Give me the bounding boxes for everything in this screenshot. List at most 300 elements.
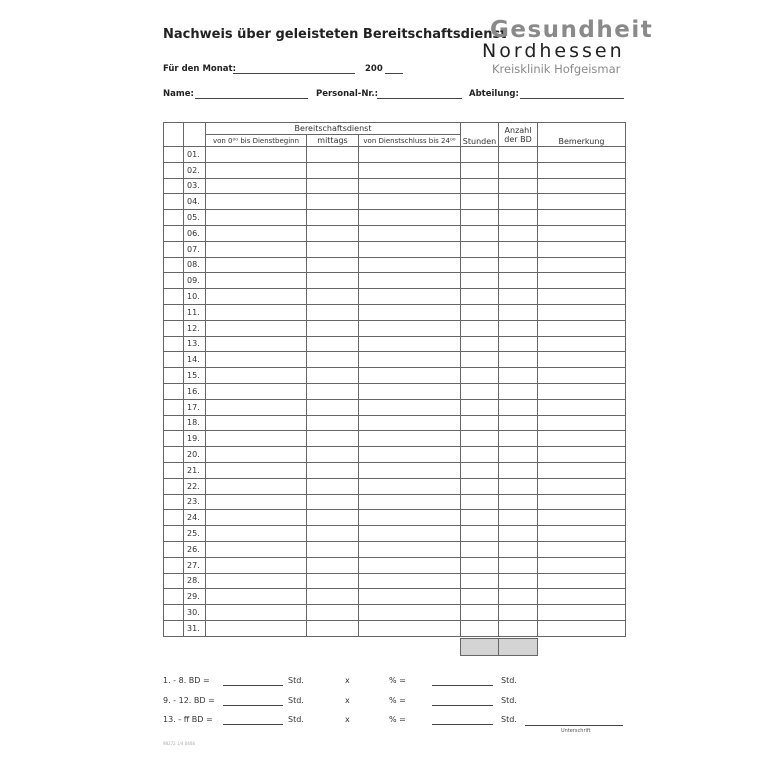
entry-cell[interactable] — [538, 541, 626, 557]
entry-cell[interactable] — [538, 368, 626, 384]
entry-cell[interactable] — [307, 273, 359, 289]
entry-cell[interactable] — [164, 147, 184, 163]
entry-cell[interactable] — [499, 178, 538, 194]
entry-cell[interactable] — [461, 526, 499, 542]
entry-cell[interactable] — [206, 447, 307, 463]
entry-cell[interactable] — [164, 352, 184, 368]
entry-cell[interactable] — [359, 368, 461, 384]
entry-cell[interactable] — [164, 399, 184, 415]
entry-cell[interactable] — [538, 620, 626, 636]
entry-cell[interactable] — [538, 494, 626, 510]
entry-cell[interactable] — [359, 383, 461, 399]
entry-cell[interactable] — [307, 147, 359, 163]
entry-cell[interactable] — [499, 225, 538, 241]
entry-cell[interactable] — [499, 399, 538, 415]
entry-cell[interactable] — [359, 526, 461, 542]
entry-cell[interactable] — [307, 194, 359, 210]
entry-cell[interactable] — [499, 415, 538, 431]
entry-cell[interactable] — [307, 257, 359, 273]
entry-cell[interactable] — [538, 257, 626, 273]
entry-cell[interactable] — [164, 289, 184, 305]
table-row — [164, 162, 626, 178]
entry-cell[interactable] — [538, 320, 626, 336]
entry-cell[interactable] — [206, 320, 307, 336]
name-field[interactable] — [195, 98, 308, 99]
entry-cell[interactable] — [461, 383, 499, 399]
personal-nr-field[interactable] — [377, 98, 462, 99]
table-row — [164, 273, 626, 289]
entry-cell[interactable] — [461, 462, 499, 478]
entry-cell[interactable] — [359, 510, 461, 526]
entry-cell[interactable] — [359, 494, 461, 510]
entry-cell[interactable] — [538, 194, 626, 210]
entry-cell[interactable] — [307, 289, 359, 305]
entry-cell[interactable] — [307, 541, 359, 557]
entry-cell[interactable] — [538, 147, 626, 163]
department-label: Abteilung: — [469, 89, 519, 99]
table-row — [164, 399, 626, 415]
table-row — [164, 510, 626, 526]
entry-cell[interactable] — [206, 225, 307, 241]
percent-label: % = — [389, 676, 406, 685]
entry-cell[interactable] — [538, 210, 626, 226]
entry-cell[interactable] — [164, 447, 184, 463]
entry-cell[interactable] — [461, 194, 499, 210]
entry-cell[interactable] — [307, 178, 359, 194]
entry-cell[interactable] — [206, 352, 307, 368]
entry-cell[interactable] — [206, 494, 307, 510]
entry-cell[interactable] — [538, 241, 626, 257]
entry-cell[interactable] — [307, 431, 359, 447]
entry-cell[interactable] — [499, 620, 538, 636]
header-sub-morning: von 0⁰⁰ bis Dienstbeginn — [206, 135, 307, 147]
entry-cell[interactable] — [164, 431, 184, 447]
month-field[interactable] — [233, 73, 355, 74]
entry-cell[interactable] — [461, 589, 499, 605]
entry-cell[interactable] — [206, 620, 307, 636]
entry-cell[interactable] — [461, 273, 499, 289]
header-anzahl: Anzahl der BD — [499, 123, 538, 147]
day-label: 27. — [184, 557, 206, 573]
entry-cell[interactable] — [499, 478, 538, 494]
entry-cell[interactable] — [206, 399, 307, 415]
entry-cell[interactable] — [461, 178, 499, 194]
entry-cell[interactable] — [499, 431, 538, 447]
entry-cell[interactable] — [538, 431, 626, 447]
entry-cell[interactable] — [164, 257, 184, 273]
table-row — [164, 620, 626, 636]
entry-cell[interactable] — [307, 383, 359, 399]
entry-cell[interactable] — [206, 241, 307, 257]
entry-cell[interactable] — [499, 605, 538, 621]
entry-cell[interactable] — [499, 289, 538, 305]
entry-cell[interactable] — [206, 194, 307, 210]
entry-cell[interactable] — [499, 573, 538, 589]
stunden-total-cell[interactable] — [460, 638, 499, 656]
header-sub-midday: mittags — [307, 135, 359, 147]
entry-cell[interactable] — [206, 573, 307, 589]
entry-cell[interactable] — [164, 273, 184, 289]
entry-cell[interactable] — [499, 383, 538, 399]
entry-cell[interactable] — [499, 147, 538, 163]
table-row — [164, 494, 626, 510]
entry-cell[interactable] — [164, 605, 184, 621]
table-row — [164, 573, 626, 589]
entry-cell[interactable] — [538, 289, 626, 305]
anzahl-total-cell[interactable] — [498, 638, 538, 656]
entry-cell[interactable] — [499, 541, 538, 557]
entry-cell[interactable] — [499, 320, 538, 336]
entry-cell[interactable] — [461, 241, 499, 257]
entry-cell[interactable] — [461, 210, 499, 226]
entry-cell[interactable] — [206, 162, 307, 178]
day-label: 31. — [184, 620, 206, 636]
entry-cell[interactable] — [206, 368, 307, 384]
entry-cell[interactable] — [461, 289, 499, 305]
day-label: 14. — [184, 352, 206, 368]
entry-cell[interactable] — [164, 526, 184, 542]
result-field[interactable] — [432, 685, 493, 686]
entry-cell[interactable] — [461, 478, 499, 494]
table-row — [164, 257, 626, 273]
header-bereitschaftsdienst: Bereitschaftsdienst — [206, 123, 461, 135]
entry-cell[interactable] — [206, 478, 307, 494]
result-field[interactable] — [432, 724, 493, 725]
range-label: 9. - 12. BD = — [163, 695, 215, 705]
entry-cell[interactable] — [359, 478, 461, 494]
entry-cell[interactable] — [164, 178, 184, 194]
day-label: 24. — [184, 510, 206, 526]
entry-cell[interactable] — [359, 194, 461, 210]
entry-cell[interactable] — [206, 210, 307, 226]
entry-cell[interactable] — [359, 399, 461, 415]
entry-cell[interactable] — [164, 336, 184, 352]
entry-cell[interactable] — [461, 320, 499, 336]
year-field[interactable] — [385, 73, 403, 74]
entry-cell[interactable] — [359, 289, 461, 305]
entry-cell[interactable] — [359, 210, 461, 226]
result-field[interactable] — [432, 705, 493, 706]
table-row — [164, 415, 626, 431]
entry-cell[interactable] — [461, 605, 499, 621]
entry-cell[interactable] — [359, 447, 461, 463]
day-label: 04. — [184, 194, 206, 210]
entry-cell[interactable] — [461, 399, 499, 415]
entry-cell[interactable] — [307, 605, 359, 621]
entry-cell[interactable] — [206, 383, 307, 399]
entry-cell[interactable] — [499, 589, 538, 605]
day-label: 22. — [184, 478, 206, 494]
entry-cell[interactable] — [359, 589, 461, 605]
entry-cell[interactable] — [206, 431, 307, 447]
entry-cell[interactable] — [206, 147, 307, 163]
form-code: 98272 1/4 0408 — [163, 741, 195, 746]
entry-cell[interactable] — [164, 383, 184, 399]
header-stunden: Stunden — [461, 123, 499, 147]
entry-cell[interactable] — [461, 510, 499, 526]
entry-cell[interactable] — [307, 589, 359, 605]
table-row — [164, 210, 626, 226]
day-label: 18. — [184, 415, 206, 431]
entry-cell[interactable] — [307, 304, 359, 320]
range-label: 13. - ff BD = — [163, 715, 213, 724]
entry-cell[interactable] — [206, 273, 307, 289]
entry-cell[interactable] — [164, 241, 184, 257]
entry-cell[interactable] — [461, 336, 499, 352]
table-row — [164, 194, 626, 210]
entry-cell[interactable] — [307, 225, 359, 241]
entry-cell[interactable] — [499, 304, 538, 320]
table-row — [164, 557, 626, 573]
entry-cell[interactable] — [164, 510, 184, 526]
day-label: 05. — [184, 210, 206, 226]
entry-cell[interactable] — [359, 147, 461, 163]
entry-cell[interactable] — [499, 336, 538, 352]
percent-label: % = — [389, 715, 406, 724]
entry-cell[interactable] — [461, 352, 499, 368]
range-label: 1. - 8. BD = — [163, 676, 210, 685]
table-row — [164, 541, 626, 557]
entry-cell[interactable] — [359, 541, 461, 557]
day-label: 29. — [184, 589, 206, 605]
day-label: 07. — [184, 241, 206, 257]
entry-cell[interactable] — [461, 147, 499, 163]
table-row — [164, 431, 626, 447]
entry-cell[interactable] — [206, 605, 307, 621]
entry-cell[interactable] — [206, 526, 307, 542]
entry-cell[interactable] — [359, 573, 461, 589]
entry-cell[interactable] — [538, 383, 626, 399]
entry-cell[interactable] — [307, 462, 359, 478]
table-row — [164, 462, 626, 478]
table-row — [164, 447, 626, 463]
entry-cell[interactable] — [499, 368, 538, 384]
personal-nr-label: Personal-Nr.: — [316, 89, 379, 99]
hours-field[interactable] — [223, 705, 283, 706]
logo-line2: Nordhessen — [482, 40, 625, 62]
entry-cell[interactable] — [307, 510, 359, 526]
entry-cell[interactable] — [164, 620, 184, 636]
entry-cell[interactable] — [359, 225, 461, 241]
entry-cell[interactable] — [499, 257, 538, 273]
entry-cell[interactable] — [359, 241, 461, 257]
entry-cell[interactable] — [206, 415, 307, 431]
entry-cell[interactable] — [307, 368, 359, 384]
entry-cell[interactable] — [461, 447, 499, 463]
entry-cell[interactable] — [206, 541, 307, 557]
entry-cell[interactable] — [538, 162, 626, 178]
entry-cell[interactable] — [206, 510, 307, 526]
table-row — [164, 336, 626, 352]
entry-cell[interactable] — [461, 225, 499, 241]
entry-cell[interactable] — [164, 368, 184, 384]
entry-cell[interactable] — [307, 399, 359, 415]
entry-cell[interactable] — [538, 399, 626, 415]
entry-cell[interactable] — [164, 194, 184, 210]
table-row — [164, 526, 626, 542]
entry-cell[interactable] — [499, 526, 538, 542]
entry-cell[interactable] — [307, 557, 359, 573]
logo-line3: Kreisklinik Hofgeismar — [492, 62, 621, 76]
entry-cell[interactable] — [359, 178, 461, 194]
entry-cell[interactable] — [164, 589, 184, 605]
entry-cell[interactable] — [307, 573, 359, 589]
entry-cell[interactable] — [359, 462, 461, 478]
table-row — [164, 320, 626, 336]
std-label: Std. — [288, 715, 304, 724]
entry-cell[interactable] — [461, 573, 499, 589]
entry-cell[interactable] — [206, 589, 307, 605]
department-field[interactable] — [520, 98, 624, 99]
table-row — [164, 368, 626, 384]
entry-cell[interactable] — [359, 336, 461, 352]
hours-field[interactable] — [223, 724, 283, 725]
entry-cell[interactable] — [359, 162, 461, 178]
entry-cell[interactable] — [164, 415, 184, 431]
entry-cell[interactable] — [307, 336, 359, 352]
entry-cell[interactable] — [499, 510, 538, 526]
table-row — [164, 589, 626, 605]
day-label: 06. — [184, 225, 206, 241]
entry-cell[interactable] — [307, 415, 359, 431]
entry-cell[interactable] — [499, 273, 538, 289]
duty-table — [163, 122, 626, 637]
signature-line[interactable] — [525, 725, 623, 726]
day-label: 02. — [184, 162, 206, 178]
entry-cell[interactable] — [538, 415, 626, 431]
entry-cell[interactable] — [164, 304, 184, 320]
day-label: 19. — [184, 431, 206, 447]
entry-cell[interactable] — [164, 573, 184, 589]
entry-cell[interactable] — [307, 526, 359, 542]
entry-cell[interactable] — [499, 194, 538, 210]
entry-cell[interactable] — [461, 304, 499, 320]
entry-cell[interactable] — [164, 494, 184, 510]
entry-cell[interactable] — [538, 304, 626, 320]
entry-cell[interactable] — [538, 557, 626, 573]
entry-cell[interactable] — [307, 320, 359, 336]
entry-cell[interactable] — [164, 462, 184, 478]
entry-cell[interactable] — [164, 225, 184, 241]
day-label: 15. — [184, 368, 206, 384]
entry-cell[interactable] — [461, 557, 499, 573]
entry-cell[interactable] — [538, 447, 626, 463]
entry-cell[interactable] — [461, 162, 499, 178]
entry-cell[interactable] — [461, 431, 499, 447]
entry-cell[interactable] — [359, 557, 461, 573]
entry-cell[interactable] — [538, 510, 626, 526]
entry-cell[interactable] — [499, 162, 538, 178]
entry-cell[interactable] — [164, 541, 184, 557]
entry-cell[interactable] — [206, 462, 307, 478]
day-label: 10. — [184, 289, 206, 305]
entry-cell[interactable] — [538, 573, 626, 589]
entry-cell[interactable] — [499, 462, 538, 478]
entry-cell[interactable] — [538, 225, 626, 241]
times-label: x — [345, 715, 350, 724]
entry-cell[interactable] — [538, 589, 626, 605]
entry-cell[interactable] — [499, 210, 538, 226]
entry-cell[interactable] — [359, 352, 461, 368]
entry-cell[interactable] — [538, 178, 626, 194]
entry-cell[interactable] — [359, 605, 461, 621]
entry-cell[interactable] — [359, 304, 461, 320]
entry-cell[interactable] — [307, 210, 359, 226]
entry-cell[interactable] — [359, 257, 461, 273]
entry-cell[interactable] — [206, 304, 307, 320]
entry-cell[interactable] — [359, 320, 461, 336]
entry-cell[interactable] — [359, 415, 461, 431]
entry-cell[interactable] — [359, 273, 461, 289]
entry-cell[interactable] — [164, 162, 184, 178]
entry-cell[interactable] — [499, 557, 538, 573]
entry-cell[interactable] — [164, 210, 184, 226]
entry-cell[interactable] — [538, 273, 626, 289]
percent-label: % = — [389, 695, 406, 705]
day-label: 13. — [184, 336, 206, 352]
entry-cell[interactable] — [359, 620, 461, 636]
entry-cell[interactable] — [307, 241, 359, 257]
entry-cell[interactable] — [307, 162, 359, 178]
day-label: 16. — [184, 383, 206, 399]
table-row — [164, 147, 626, 163]
entry-cell[interactable] — [359, 431, 461, 447]
entry-cell[interactable] — [538, 478, 626, 494]
entry-cell[interactable] — [538, 605, 626, 621]
table-row — [164, 289, 626, 305]
day-label: 09. — [184, 273, 206, 289]
entry-cell[interactable] — [307, 352, 359, 368]
entry-cell[interactable] — [538, 526, 626, 542]
day-label: 12. — [184, 320, 206, 336]
entry-cell[interactable] — [206, 557, 307, 573]
entry-cell[interactable] — [538, 352, 626, 368]
entry-cell[interactable] — [461, 494, 499, 510]
day-label: 08. — [184, 257, 206, 273]
table-row — [164, 478, 626, 494]
entry-cell[interactable] — [461, 620, 499, 636]
entry-cell[interactable] — [206, 336, 307, 352]
entry-cell[interactable] — [461, 541, 499, 557]
entry-cell[interactable] — [538, 336, 626, 352]
entry-cell[interactable] — [307, 620, 359, 636]
std-result-label: Std. — [501, 676, 517, 685]
entry-cell[interactable] — [164, 320, 184, 336]
std-label: Std. — [288, 676, 304, 685]
entry-cell[interactable] — [164, 557, 184, 573]
entry-cell[interactable] — [206, 289, 307, 305]
table-row — [164, 241, 626, 257]
entry-cell[interactable] — [499, 352, 538, 368]
entry-cell[interactable] — [461, 257, 499, 273]
entry-cell[interactable] — [499, 447, 538, 463]
table-row — [164, 383, 626, 399]
day-label: 25. — [184, 526, 206, 542]
entry-cell[interactable] — [538, 462, 626, 478]
entry-cell[interactable] — [307, 494, 359, 510]
entry-cell[interactable] — [206, 178, 307, 194]
day-label: 20. — [184, 447, 206, 463]
entry-cell[interactable] — [461, 415, 499, 431]
entry-cell[interactable] — [499, 241, 538, 257]
entry-cell[interactable] — [307, 478, 359, 494]
hours-field[interactable] — [223, 685, 283, 686]
entry-cell[interactable] — [461, 368, 499, 384]
entry-cell[interactable] — [307, 447, 359, 463]
entry-cell[interactable] — [499, 494, 538, 510]
entry-cell[interactable] — [206, 257, 307, 273]
entry-cell[interactable] — [164, 478, 184, 494]
